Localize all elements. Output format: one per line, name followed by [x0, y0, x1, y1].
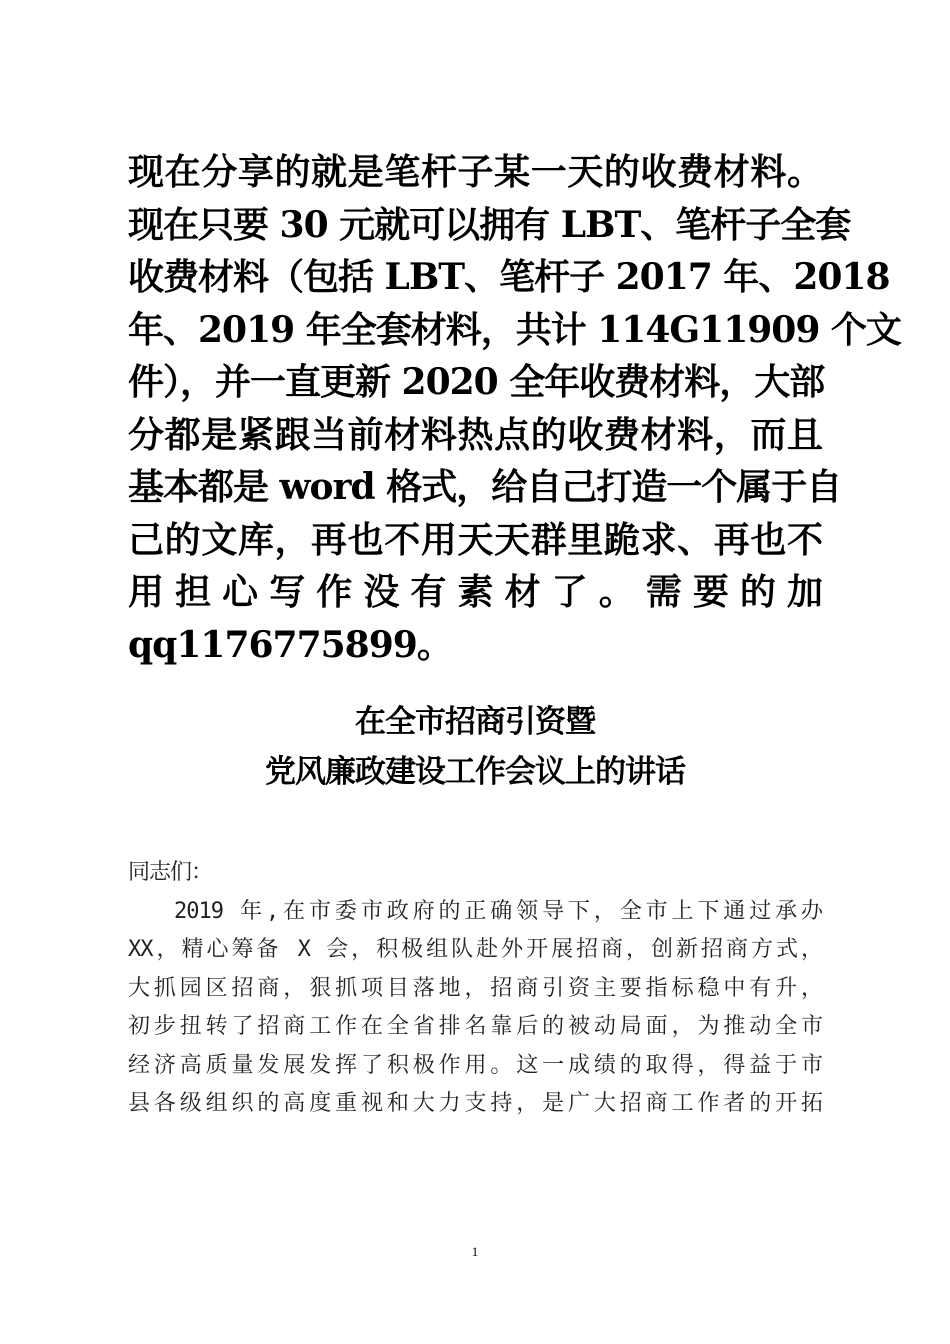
promo-line: 己的文库，再也不用天天群里跪求、再也不	[128, 518, 822, 561]
body-line: 大抓园区招商，狠抓项目落地，招商引资主要指标稳中有升，	[128, 975, 822, 1001]
body-line: 初步扭转了招商工作在全省排名靠后的被动局面，为推动全市	[128, 1014, 822, 1039]
body-line: 经济高质量发展发挥了积极作用。这一成绩的取得，得益于市	[128, 1052, 822, 1078]
promo-line: qq1176775899。	[128, 623, 452, 666]
promo-line: 分都是紧跟当前材料热点的收费材料，而且	[128, 413, 822, 456]
salutation: 同志们：	[128, 860, 213, 885]
promo-line: 基本都是 word 格式，给自己打造一个属于自	[128, 466, 842, 508]
body-line: 2019 年,在市委市政府的正确领导下，全市上下通过承办	[174, 898, 822, 924]
promo-paragraph	[128, 146, 901, 671]
speech-title	[128, 697, 822, 797]
page-number: 1	[471, 1244, 479, 1259]
promo-line: 用担心写作没有素材了。需要的加	[128, 571, 822, 613]
promo-line: 件），并一直更新 2020 全年收费材料，大部	[128, 361, 825, 403]
body-line: XX，精心筹备 X 会，积极组队赴外开展招商，创新招商方式，	[128, 937, 822, 962]
promo-line: 现在只要 30 元就可以拥有 LBT、笔杆子全套	[128, 203, 851, 246]
body-line: 县各级组织的高度重视和大力支持，是广大招商工作者的开拓	[128, 1091, 822, 1116]
title-line-2: 党风廉政建设工作会议上的讲话	[265, 754, 685, 790]
speech-body	[128, 854, 822, 1124]
promo-line: 年、2019 年全套材料，共计 114G11909 个文	[128, 308, 901, 351]
promo-line: 收费材料（包括 LBT、笔杆子 2017 年、2018	[128, 256, 890, 298]
promo-line: 现在分享的就是笔杆子某一天的收费材料。	[128, 151, 822, 193]
title-line-1: 在全市招商引资暨	[355, 704, 595, 740]
